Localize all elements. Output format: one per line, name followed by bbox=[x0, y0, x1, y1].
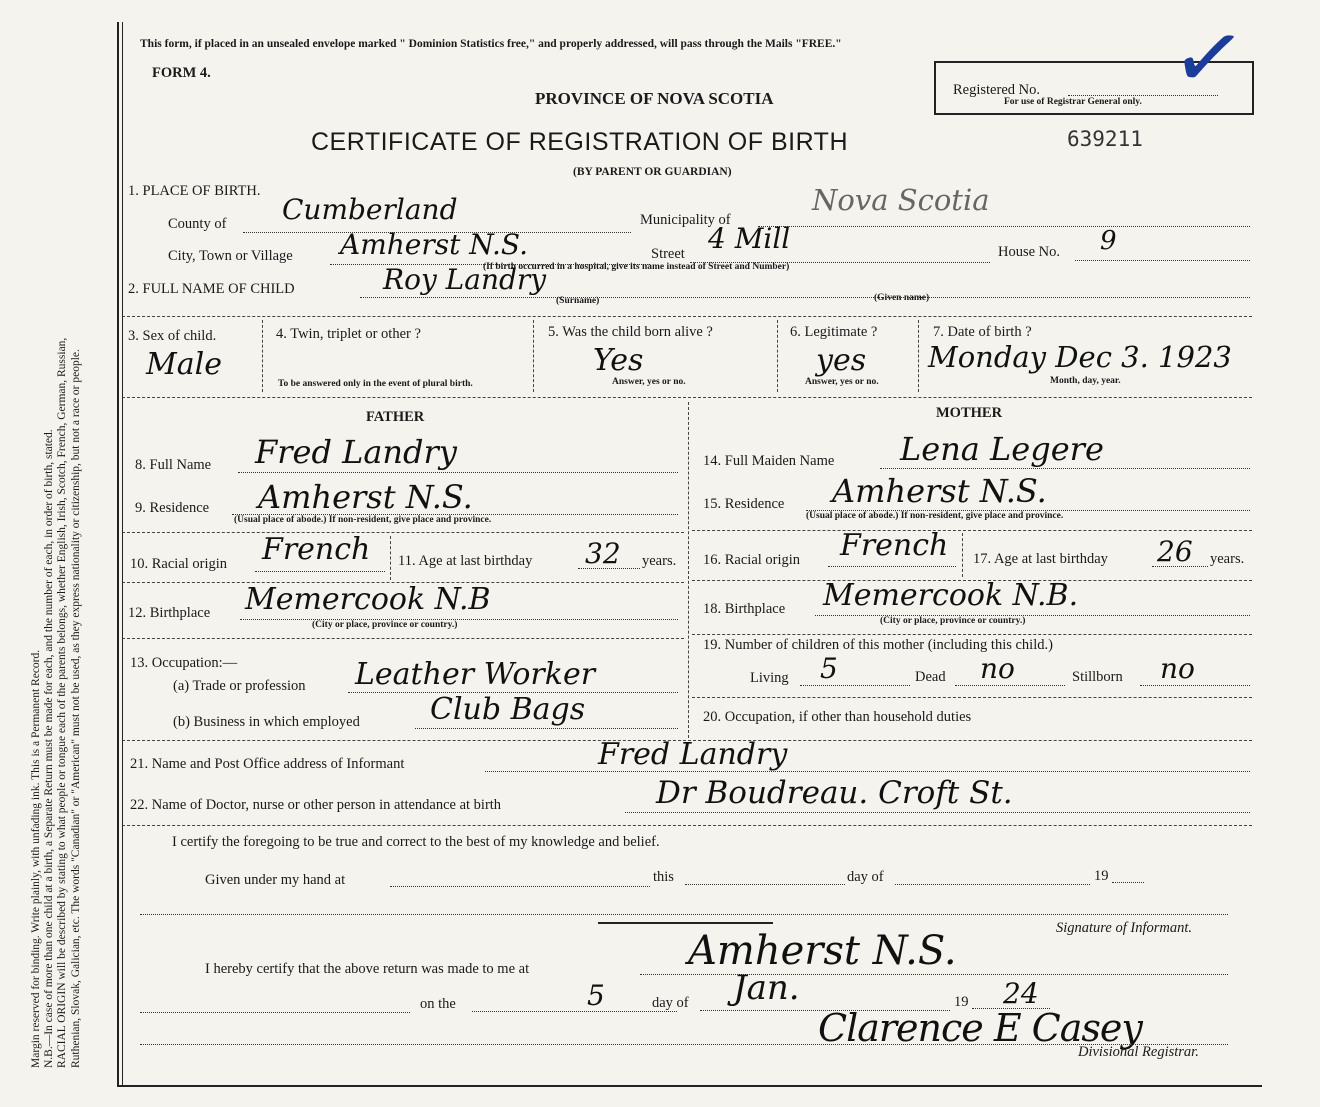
father-heading: FATHER bbox=[366, 409, 425, 425]
mother-residence-label: 15. Residence bbox=[703, 496, 785, 512]
dead-line bbox=[955, 685, 1065, 686]
living-line bbox=[800, 685, 910, 686]
child-name-value: Roy Landry bbox=[383, 263, 547, 296]
father-age-label: 11. Age at last birthday bbox=[398, 553, 533, 569]
on-the-day-line bbox=[472, 1011, 677, 1012]
father-residence-value: Amherst N.S. bbox=[258, 478, 473, 516]
house-value: 9 bbox=[1100, 226, 1117, 256]
mother-race-line bbox=[828, 566, 956, 567]
registered-label: Registered No. bbox=[953, 82, 1040, 98]
certify-statement: I certify the foregoing to be true and correct to the best of my knowledge and belief. bbox=[172, 834, 660, 850]
margin-note-2: N.B.—In case of more than one child at a birth, a Separate Return must be made for each, and the number of each, in order of birth, stated. bbox=[43, 429, 56, 1068]
father-birthplace-value: Memercook N.B bbox=[245, 582, 491, 617]
father-name-value: Fred Landry bbox=[255, 433, 457, 471]
divisional-registrar-label: Divisional Registrar. bbox=[1078, 1044, 1199, 1060]
informant-label: 21. Name and Post Office address of Informant bbox=[130, 756, 405, 772]
registrar-signature: Clarence E Casey bbox=[818, 1006, 1142, 1050]
divider-v4 bbox=[918, 320, 919, 392]
mother-birthplace-value: Memercook N.B. bbox=[823, 578, 1079, 613]
registrar-place-value: Amherst N.S. bbox=[688, 928, 957, 974]
month-line bbox=[895, 884, 1090, 885]
signature-of-informant-label: Signature of Informant. bbox=[1056, 920, 1193, 936]
divider-center bbox=[688, 402, 689, 738]
county-label: County of bbox=[168, 216, 227, 232]
binding-margin-notes bbox=[30, 337, 82, 1069]
stillborn-line bbox=[1140, 685, 1250, 686]
place-of-birth-label: 1. PLACE OF BIRTH. bbox=[128, 183, 261, 199]
house-label: House No. bbox=[998, 244, 1061, 260]
divider-v2 bbox=[533, 320, 534, 392]
margin-note-3: RACIAL ORIGIN will be described by stating to what people or tongue each of the parents belongs, whether English, Irish, Scotch, French, German, Russian, bbox=[56, 337, 69, 1068]
mother-race-label: 16. Racial origin bbox=[703, 552, 801, 568]
registrar-day-of-label: day of bbox=[652, 995, 689, 1011]
dead-value: no bbox=[980, 652, 1015, 685]
father-race-label: 10. Racial origin bbox=[130, 556, 228, 572]
form-number: FORM 4. bbox=[152, 65, 211, 81]
mother-children-label: 19. Number of children of this mother (including this child.) bbox=[703, 637, 1053, 653]
divider-2 bbox=[122, 397, 1252, 398]
mother-birthplace-label: 18. Birthplace bbox=[703, 601, 786, 617]
divider-4 bbox=[122, 825, 1252, 826]
divider-f-race bbox=[390, 536, 391, 580]
postal-notice: This form, if placed in an unsealed envelope marked " Dominion Statistics free," and properly addressed, will pass through the Mails "FREE." bbox=[140, 38, 842, 50]
alive-value: Yes bbox=[593, 343, 644, 378]
mother-race-value: French bbox=[840, 528, 949, 563]
registrar-place-line bbox=[640, 974, 1228, 975]
margin-notes-text bbox=[30, 338, 83, 1068]
mother-name-value: Lena Legere bbox=[900, 430, 1104, 468]
divider-m-race bbox=[962, 533, 963, 577]
mother-residence-note: (Usual place of abode.) If non-resident, give place and province. bbox=[806, 511, 1064, 521]
on-the-label: on the bbox=[420, 996, 456, 1012]
margin-border-line-2 bbox=[122, 22, 123, 1087]
divider-1 bbox=[122, 316, 1252, 317]
mother-years-label: years. bbox=[1210, 551, 1245, 567]
father-occupation-label: 13. Occupation:— bbox=[130, 655, 238, 671]
father-birthplace-line bbox=[240, 619, 678, 620]
day-of-label: day of bbox=[847, 869, 884, 885]
living-label: Living bbox=[750, 670, 789, 686]
registrar-divider bbox=[598, 922, 773, 924]
certificate-subtitle: (BY PARENT OR GUARDIAN) bbox=[573, 166, 732, 178]
mother-age-value: 26 bbox=[1157, 535, 1193, 568]
twin-note: To be answered only in the event of plural birth. bbox=[278, 379, 473, 389]
registrar-year-prefix: 19 bbox=[954, 994, 969, 1010]
divider-m4 bbox=[692, 697, 1252, 698]
dob-value: Monday Dec 3. 1923 bbox=[928, 340, 1232, 374]
mother-heading: MOTHER bbox=[936, 405, 1003, 421]
father-name-label: 8. Full Name bbox=[135, 457, 212, 473]
year-line bbox=[1112, 882, 1144, 883]
municipality-value: Nova Scotia bbox=[812, 183, 990, 217]
certificate-number: 639211 bbox=[1067, 127, 1143, 151]
father-name-line bbox=[238, 472, 678, 473]
father-trade-label: (a) Trade or profession bbox=[173, 678, 306, 694]
mother-occupation-label: 20. Occupation, if other than household duties bbox=[703, 709, 972, 725]
margin-note-1: Margin reserved for binding. Write plainly, with unfading ink. This is a Permanent Record. bbox=[30, 649, 42, 1068]
doctor-label: 22. Name of Doctor, nurse or other person in attendance at birth bbox=[130, 797, 502, 813]
margin-note-4: Ruthenian, Slovak, Galician, etc. The words "Canadian" or "American" must not be used, as they express nationality or citizenship, but not a race or people. bbox=[69, 349, 82, 1068]
divider-f3 bbox=[122, 638, 684, 639]
stillborn-label: Stillborn bbox=[1072, 669, 1123, 685]
street-label: Street bbox=[651, 246, 685, 262]
dob-note: Month, day, year. bbox=[1050, 376, 1121, 386]
this-day-line bbox=[685, 884, 845, 885]
informant-value: Fred Landry bbox=[598, 737, 788, 772]
registered-note: For use of Registrar General only. bbox=[1004, 97, 1142, 107]
divider-v1 bbox=[262, 320, 263, 392]
city-value: Amherst N.S. bbox=[340, 228, 528, 261]
bottom-border-line bbox=[117, 1085, 1262, 1087]
informant-signature-line bbox=[140, 914, 1228, 915]
dob-label: 7. Date of birth ? bbox=[933, 324, 1032, 340]
registrar-month-value: Jan. bbox=[733, 968, 800, 1008]
mother-name-label: 14. Full Maiden Name bbox=[703, 453, 835, 469]
street-value: 4 Mill bbox=[708, 222, 791, 255]
year-prefix: 19 bbox=[1094, 868, 1109, 884]
father-race-line bbox=[255, 571, 385, 572]
father-race-value: French bbox=[262, 532, 371, 567]
alive-note: Answer, yes or no. bbox=[612, 377, 686, 387]
child-name-label: 2. FULL NAME OF CHILD bbox=[128, 281, 295, 297]
stillborn-value: no bbox=[1160, 652, 1195, 685]
legitimate-note: Answer, yes or no. bbox=[805, 377, 879, 387]
registrar-line-2 bbox=[140, 1012, 410, 1013]
city-label: City, Town or Village bbox=[168, 248, 293, 264]
child-name-line bbox=[360, 297, 1250, 298]
dead-label: Dead bbox=[915, 669, 946, 685]
municipality-label: Municipality of bbox=[640, 212, 731, 228]
mother-name-line bbox=[880, 468, 1250, 469]
surname-note: (Surname) bbox=[556, 296, 600, 306]
house-line bbox=[1075, 260, 1250, 261]
divider-v3 bbox=[777, 320, 778, 392]
legitimate-value: yes bbox=[816, 343, 867, 378]
divider-m3 bbox=[692, 634, 1252, 635]
mother-age-label: 17. Age at last birthday bbox=[973, 551, 1108, 567]
father-years-label: years. bbox=[642, 553, 677, 569]
mother-birthplace-note: (City or place, province or country.) bbox=[880, 616, 1026, 626]
sex-label: 3. Sex of child. bbox=[128, 328, 217, 344]
father-business-value: Club Bags bbox=[430, 692, 586, 727]
municipality-line bbox=[758, 226, 1250, 227]
alive-label: 5. Was the child born alive ? bbox=[548, 324, 713, 340]
father-birthplace-label: 12. Birthplace bbox=[128, 605, 211, 621]
registrar-statement: I hereby certify that the above return was made to me at bbox=[205, 961, 530, 977]
certificate-title: CERTIFICATE OF REGISTRATION OF BIRTH bbox=[311, 128, 849, 156]
father-business-line bbox=[415, 728, 678, 729]
divider-f1 bbox=[122, 532, 684, 533]
doctor-value: Dr Boudreau. Croft St. bbox=[656, 775, 1013, 811]
living-value: 5 bbox=[820, 652, 838, 685]
check-mark-icon: ✓ bbox=[1165, 1, 1253, 114]
father-residence-note: (Usual place of abode.) If non-resident, give place and province. bbox=[234, 515, 492, 525]
twin-label: 4. Twin, triplet or other ? bbox=[276, 326, 421, 342]
registrar-year-value: 24 bbox=[1003, 977, 1039, 1010]
sex-value: Male bbox=[146, 347, 222, 382]
given-under-label: Given under my hand at bbox=[205, 872, 346, 888]
divider-m1 bbox=[692, 530, 1252, 531]
doctor-line bbox=[625, 812, 1250, 813]
registrar-day-value: 5 bbox=[587, 979, 605, 1012]
father-trade-value: Leather Worker bbox=[355, 657, 596, 692]
given-place-line bbox=[390, 886, 650, 887]
margin-border-line bbox=[117, 22, 119, 1087]
legitimate-label: 6. Legitimate ? bbox=[790, 324, 878, 340]
father-residence-label: 9. Residence bbox=[135, 500, 210, 516]
father-age-value: 32 bbox=[585, 537, 621, 570]
hospital-note: (If birth occurred in a hospital, give its name instead of Street and Number) bbox=[483, 262, 790, 272]
registrar-signature-line bbox=[140, 1044, 1228, 1045]
father-business-label: (b) Business in which employed bbox=[173, 714, 360, 730]
county-value: Cumberland bbox=[282, 193, 458, 226]
province-heading: PROVINCE OF NOVA SCOTIA bbox=[535, 89, 774, 108]
father-birthplace-note: (City or place, province or country.) bbox=[312, 620, 458, 630]
given-name-note: (Given name) bbox=[874, 293, 930, 303]
mother-residence-value: Amherst N.S. bbox=[832, 472, 1047, 510]
this-label: this bbox=[653, 869, 674, 885]
